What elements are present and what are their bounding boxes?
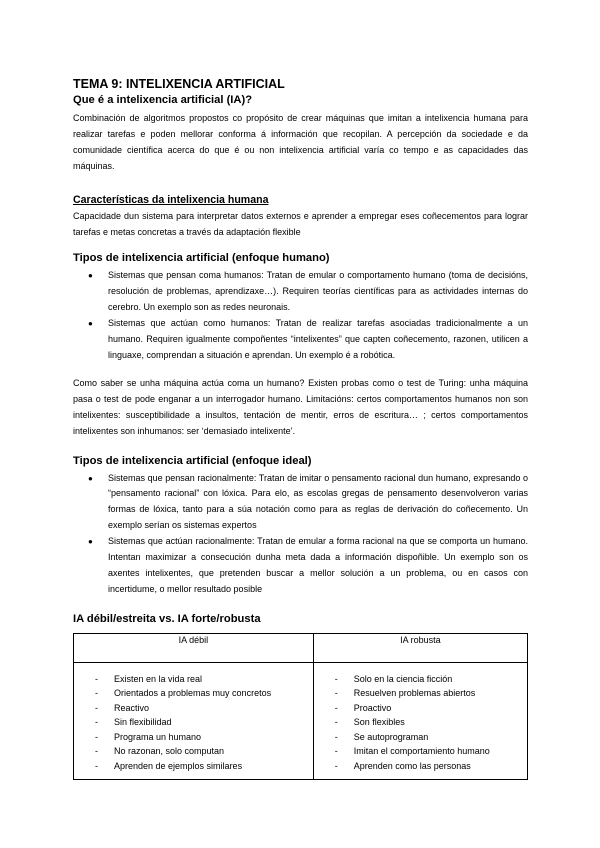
table-list-item: - No razonan, solo computan — [74, 744, 313, 759]
table-row — [74, 662, 528, 780]
human-intelligence-paragraph: Capacidade dun sistema para interpretar datos externos e aprender a empregar eses coñecementos para lograr tarefas e metas concretas a través da adaptación flexible — [73, 210, 528, 237]
table-list-item: - Orientados a problemas muy concretos — [74, 686, 313, 701]
comparison-table — [73, 633, 528, 781]
page-title: TEMA 9: INTELIXENCIA ARTIFICIAL — [73, 77, 285, 91]
human-approach-list — [73, 268, 528, 363]
strong-ai-cell — [313, 662, 527, 780]
weak-ai-cell — [74, 662, 314, 780]
table-list-item: - Son flexibles — [314, 715, 527, 730]
list-item: ● Sistemas que pensan coma humanos: Tratan de emular o comportamento humano (toma de decisións, resolución de problemas, aprendizaxe…). Requiren teorías científicas para as actividades internas do cerebro. Un exemplo son as redes neuronais. — [73, 268, 528, 316]
section-heading-human-approach: Tipos de intelixencia artificial (enfoque humano) — [73, 252, 330, 265]
column-header-strong-ai: IA robusta — [313, 633, 527, 662]
list-item: ● Sistemas que actúan como humanos: Tratan de realizar tarefas asociadas tradicionalmente a un humano. Requiren igualmente compoñentes “intelixentes” que capten coñecemento, razonen, utilicen a linguaxe, comprendan a situación e aprendan. Un exemplo é a robótica. — [73, 316, 528, 364]
section-heading-ideal-approach: Tipos de intelixencia artificial (enfoque ideal) — [73, 454, 312, 467]
strong-ai-list — [314, 672, 527, 774]
ideal-approach-list — [73, 471, 528, 598]
table-list-item: - Solo en la ciencia ficción — [314, 672, 527, 687]
table-list-item: - Existen en la vida real — [74, 672, 313, 687]
table-list-item: - Sin flexibilidad — [74, 715, 313, 730]
section-heading-weak-vs-strong: IA débil/estreita vs. IA forte/robusta — [73, 612, 261, 625]
table-list-item: - Imitan el comportamiento humano — [314, 744, 527, 759]
list-item: ● Sistemas que pensan racionalmente: Tratan de imitar o pensamento racional dun humano, expresando o “pensamento racional” con lóxica. Para elo, as escolas gregas de pensamento desenvolveron varias formas de lóxica, tanto para a súa notación como para as reglas de derivación do coñecemento. Un exemplo serían os sistemas expertos — [73, 471, 528, 535]
table-list-item: - Proactivo — [314, 701, 527, 716]
definition-paragraph: Combinación de algoritmos propostos co propósito de crear máquinas que imitan a intelixencia humana para realizar tarefas e poden mellorar conforma á información que recopilan. A percepción da sociedade e da comunidade científica acerca do que é ou non intelixencia artificial varía co tempo e as capacidades das máquinas. — [73, 113, 528, 171]
weak-ai-list — [74, 672, 313, 774]
document-page — [73, 76, 528, 780]
section-heading-human-intelligence: Características da intelixencia humana — [73, 193, 269, 206]
section-heading-what-is-ai: Que é a intelixencia artificial (IA)? — [73, 94, 253, 106]
table-list-item: - Resuelven problemas abiertos — [314, 686, 527, 701]
table-list-item: - Reactivo — [74, 701, 313, 716]
table-list-item: - Aprenden como las personas — [314, 759, 527, 774]
table-list-item: - Programa un humano — [74, 730, 313, 745]
turing-test-paragraph: Como saber se unha máquina actúa coma un humano? Existen probas como o test de Turing: unha máquina pasa o test de pode enganar a un interrogador humano. Limitacións: certos comportamentos humanos non son intelixentes: susceptibilidade a insultos, tentación de mentir, erros de escritura… ; certos comportamentos intelixentes son inhumanos: ser ‘demasiado intelixente’. — [73, 377, 528, 436]
list-item: ● Sistemas que actúan racionalmente: Tratan de emular a forma racional na que se comporta un humano. Intentan maximizar a consecución dunha meta dada a información dispoñible. Un exemplo son os axentes intelixentes, que pretenden buscar a mellor solución a un problema, ou en casos con incertidume, o mellor resultado posible — [73, 534, 528, 598]
table-list-item: - Aprenden de ejemplos similares — [74, 759, 313, 774]
column-header-weak-ai: IA débil — [74, 633, 314, 662]
table-list-item: - Se autoprograman — [314, 730, 527, 745]
